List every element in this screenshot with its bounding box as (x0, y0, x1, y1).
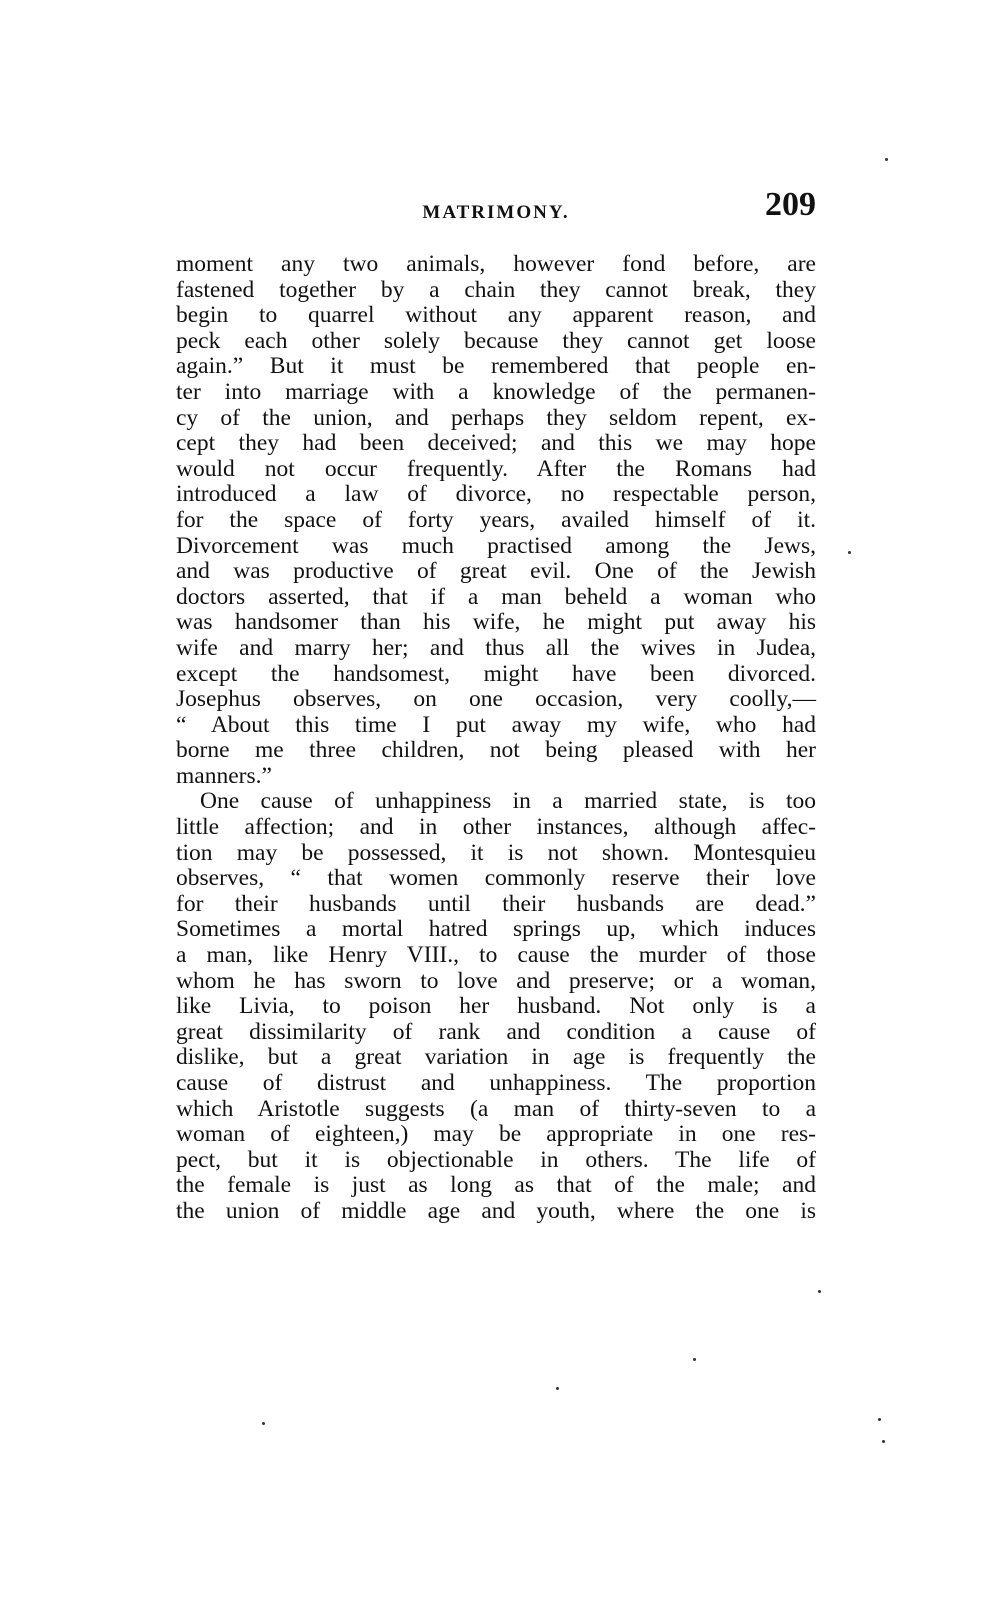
text-line: borne me three children, not being pleased with her (176, 737, 816, 764)
text-line: which Aristotle suggests (a man of thirty-seven to a (176, 1095, 816, 1122)
text-line: wife and marry her; and thus all the wives in Judea, (176, 634, 816, 661)
text-line: the union of middle age and youth, where the one is (176, 1197, 816, 1224)
text-line: was handsomer than his wife, he might put away his (176, 609, 816, 636)
paragraph-1 (176, 252, 816, 789)
text-line: cept they had been deceived; and this we may hope (176, 430, 816, 457)
text-line: for the space of forty years, availed himself of it. (176, 506, 816, 533)
text-line: “ About this time I put away my wife, who had (176, 711, 816, 738)
scan-speck (848, 551, 851, 554)
scan-speck (882, 1440, 885, 1443)
text-line: Divorcement was much practised among the Jews, (176, 532, 816, 559)
body-text (176, 252, 816, 1225)
text-line: peck each other solely because they cannot get loose (176, 327, 816, 354)
text-line: ter into marriage with a knowledge of the permanen- (176, 378, 816, 405)
text-line: Josephus observes, on one occasion, very coolly,— (176, 686, 816, 713)
text-line: whom he has sworn to love and preserve; or a woman, (176, 967, 816, 994)
paragraph-2 (176, 789, 816, 1224)
text-line: woman of eighteen,) may be appropriate in one res- (176, 1121, 816, 1148)
text-line: would not occur frequently. After the Romans had (176, 455, 816, 482)
page-number: 209 (765, 186, 816, 223)
text-line: a man, like Henry VIII., to cause the murder of those (176, 942, 816, 969)
text-line: observes, “ that women commonly reserve their love (176, 865, 816, 892)
scan-speck (262, 1422, 265, 1425)
text-line: doctors asserted, that if a man beheld a woman who (176, 583, 816, 610)
text-line: for their husbands until their husbands are dead.” (176, 890, 816, 917)
scan-speck (885, 158, 888, 161)
text-line: pect, but it is objectionable in others. The life of (176, 1146, 816, 1173)
text-line: introduced a law of divorce, no respectable person, (176, 481, 816, 508)
text-line: little affection; and in other instances, although affec- (176, 814, 816, 841)
text-line: great dissimilarity of rank and condition a cause of (176, 1018, 816, 1045)
scan-speck (818, 1290, 821, 1293)
text-line: and was productive of great evil. One of the Jewish (176, 558, 816, 585)
text-line: except the handsomest, might have been divorced. (176, 660, 816, 687)
text-line: again.” But it must be remembered that people en- (176, 353, 816, 380)
scan-speck (556, 1387, 559, 1390)
text-line: One cause of unhappiness in a married state, is too (200, 788, 816, 815)
text-line: dislike, but a great variation in age is frequently the (176, 1044, 816, 1071)
text-line: manners.” (176, 762, 272, 789)
text-line: moment any two animals, however fond before, are (176, 251, 816, 277)
text-line: Sometimes a mortal hatred springs up, which induces (176, 916, 816, 943)
text-line: begin to quarrel without any apparent reason, and (176, 302, 816, 329)
text-line: like Livia, to poison her husband. Not only is a (176, 993, 816, 1020)
running-head (176, 188, 816, 238)
text-line: cause of distrust and unhappiness. The proportion (176, 1070, 816, 1096)
text-line: the female is just as long as that of the male; and (176, 1172, 816, 1199)
text-line: tion may be possessed, it is not shown. Montesquieu (176, 839, 816, 866)
text-line: fastened together by a chain they cannot break, they (176, 276, 816, 303)
scan-speck (693, 1358, 696, 1361)
text-line: cy of the union, and perhaps they seldom repent, ex- (176, 404, 816, 431)
scan-speck (878, 1418, 881, 1421)
running-title: MATRIMONY. (422, 202, 570, 223)
